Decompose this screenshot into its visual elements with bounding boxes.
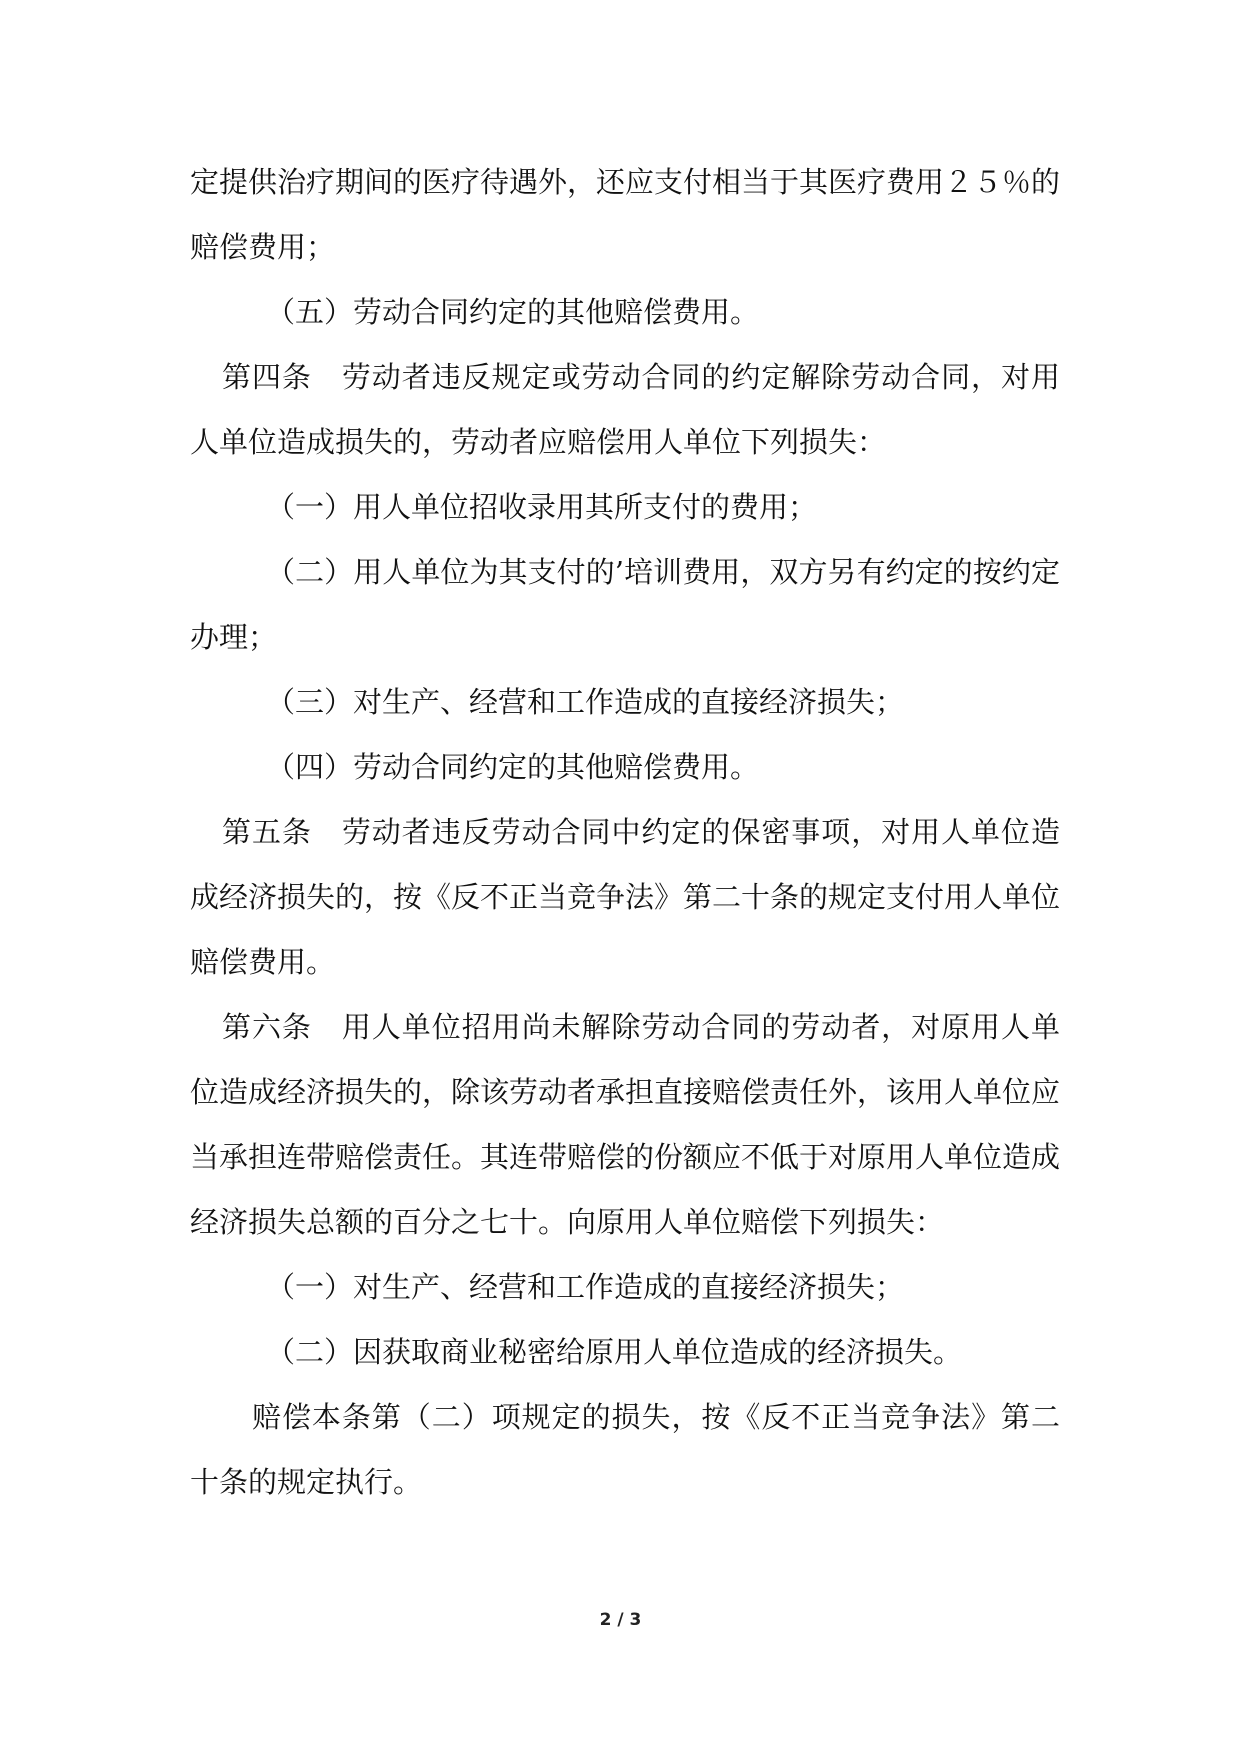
paragraph-item-5: （五）劳动合同约定的其他赔偿费用。 [266,295,760,329]
page-number: 2 / 3 [599,1610,642,1630]
paragraph-article-6: 第六条 用人单位招用尚未解除劳动合同的劳动者，对原用人单位造成经济损失的，除该劳动者承担直接赔偿责任外，该用人单位应当承担连带赔偿责任。其连带赔偿的份额应不低于对原用人单位造成经济损失总额的百分之七十。向原用人单位赔偿下列损失： [190,1010,1061,1239]
document-body [190,150,1060,1515]
paragraph-continuation: 定提供治疗期间的医疗待遇外，还应支付相当于其医疗费用２５％的赔偿费用； [190,165,1061,264]
paragraph-article-6-note: 赔偿本条第（二）项规定的损失，按《反不正当竞争法》第二十条的规定执行。 [190,1400,1060,1499]
paragraph-article-6-item-1: （一）对生产、经营和工作造成的直接经济损失； [266,1270,905,1304]
paragraph-article-4: 第四条 劳动者违反规定或劳动合同的约定解除劳动合同，对用人单位造成损失的，劳动者应赔偿用人单位下列损失： [190,360,1060,459]
paragraph-item-4: （四）劳动合同约定的其他赔偿费用。 [266,750,760,784]
paragraph-item-1: （一）用人单位招收录用其所支付的费用； [266,490,818,524]
paragraph-item-2: （二）用人单位为其支付的’培训费用，双方另有约定的按约定办理； [190,555,1060,654]
paragraph-item-3: （三）对生产、经营和工作造成的直接经济损失； [266,685,905,719]
paragraph-article-5: 第五条 劳动者违反劳动合同中约定的保密事项，对用人单位造成经济损失的，按《反不正当竞争法》第二十条的规定支付用人单位赔偿费用。 [190,815,1061,979]
paragraph-article-6-item-2: （二）因获取商业秘密给原用人单位造成的经济损失。 [266,1335,963,1369]
